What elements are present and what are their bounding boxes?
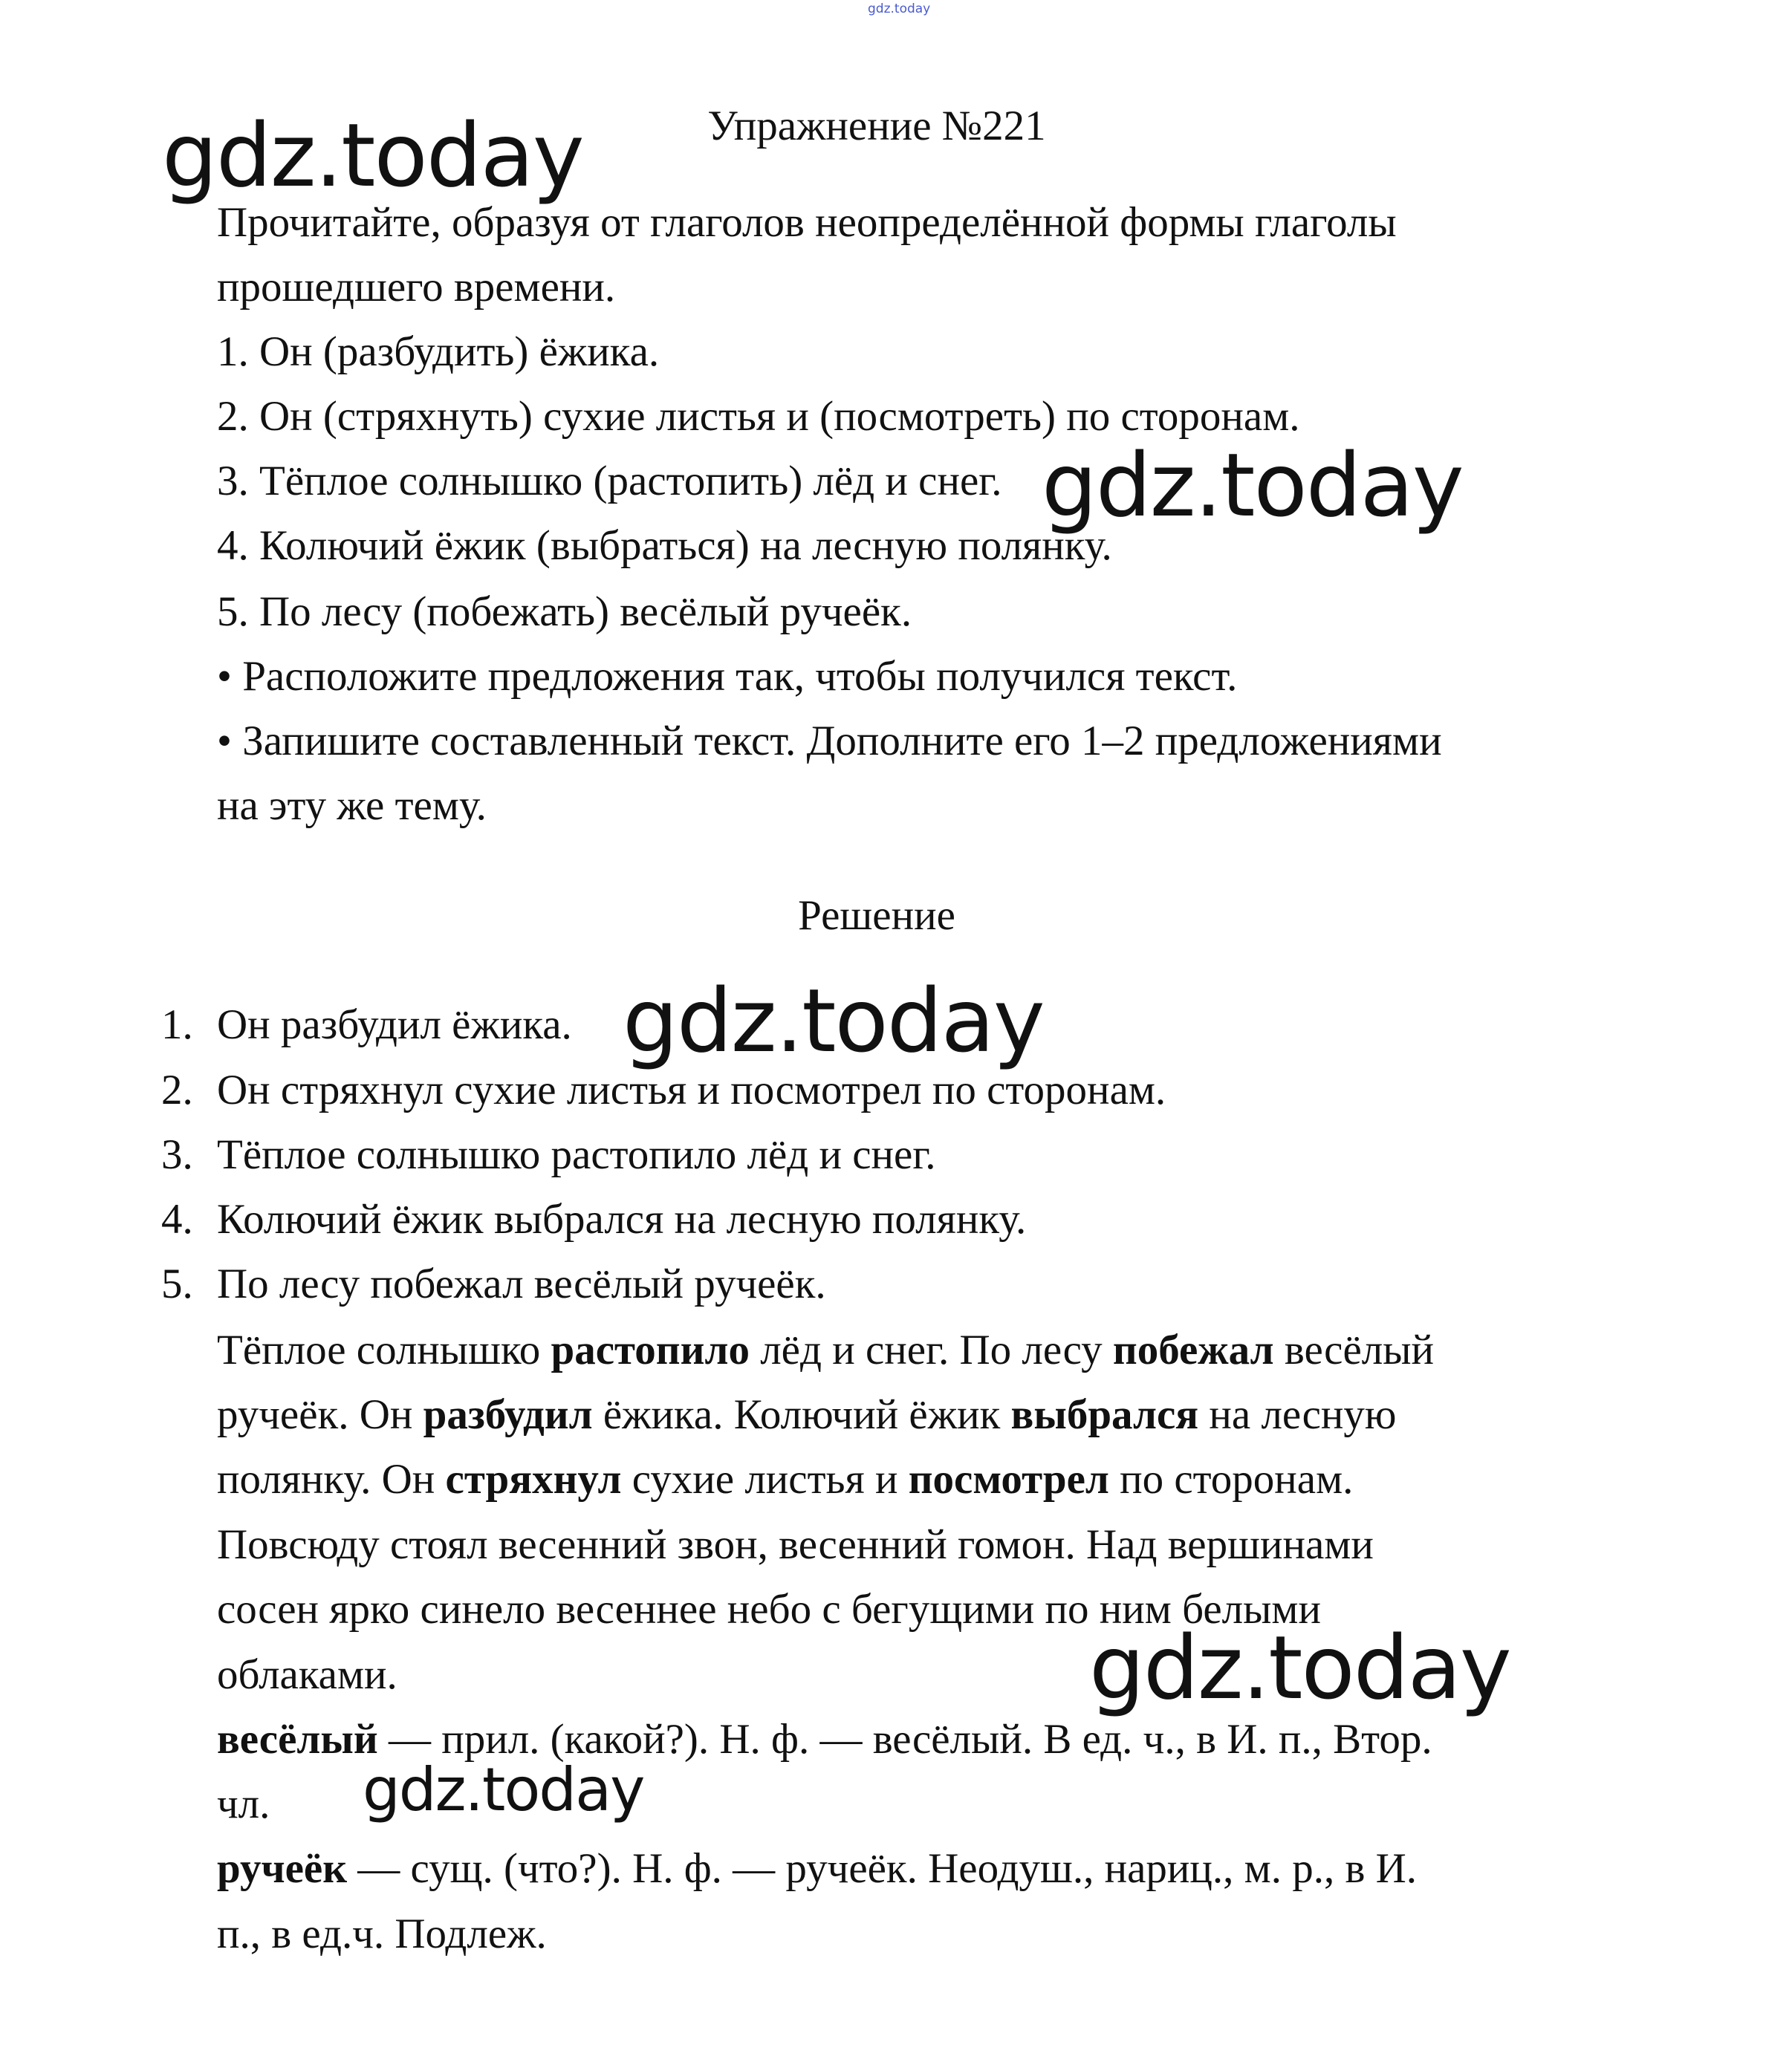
task-line: 5. По лесу (побежать) весёлый ручеёк.: [217, 588, 912, 635]
task-line: • Запишите составленный текст. Дополните его 1–2 предложениями: [217, 718, 1442, 764]
list-number: 1.: [161, 1001, 193, 1048]
analysis-word: весёлый: [217, 1716, 378, 1763]
task-line: 2. Он (стряхнуть) сухие листья и (посмотреть) по сторонам.: [217, 393, 1300, 440]
task-line: прошедшего времени.: [217, 264, 616, 310]
task-line: 4. Колючий ёжик (выбраться) на лесную полянку.: [217, 522, 1112, 569]
list-number: 4.: [161, 1196, 193, 1243]
task-line: Прочитайте, образуя от глаголов неопределённой формы глаголы: [217, 199, 1397, 246]
verb-bold: растопило: [551, 1327, 750, 1373]
task-line: 3. Тёплое солнышко (растопить) лёд и снег.: [217, 458, 1002, 504]
text: — сущ. (что?). Н. ф. — ручеёк. Неодуш., нариц., м. р., в И.: [347, 1845, 1418, 1892]
text: Тёплое солнышко: [217, 1327, 551, 1373]
text: полянку. Он: [217, 1456, 446, 1503]
verb-bold: побежал: [1112, 1327, 1274, 1373]
text: ручеёк. Он: [217, 1391, 423, 1438]
task-line: 1. Он (разбудить) ёжика.: [217, 328, 660, 375]
list-number: 3.: [161, 1131, 193, 1178]
list-number: 5.: [161, 1261, 193, 1307]
analysis-word: ручеёк: [217, 1845, 348, 1892]
verb-bold: выбрался: [1010, 1391, 1199, 1438]
solution-heading: Решение: [798, 892, 955, 939]
watermark: gdz.today: [363, 1755, 644, 1824]
list-item: Он стряхнул сухие листья и посмотрел по сторонам.: [217, 1067, 1166, 1113]
list-item: Тёплое солнышко растопило лёд и снег.: [217, 1131, 936, 1178]
paragraph-line: облаками.: [217, 1651, 397, 1698]
verb-bold: посмотрел: [908, 1456, 1109, 1503]
watermark: gdz.today: [162, 104, 583, 206]
text: лёд и снег. По лесу: [749, 1327, 1113, 1373]
analysis-line: [217, 1836, 1417, 1901]
analysis-line: чл.: [217, 1781, 270, 1827]
paragraph-line: [217, 1382, 1397, 1447]
task-line: на эту же тему.: [217, 782, 487, 829]
analysis-line: п., в ед.ч. Подлеж.: [217, 1910, 547, 1957]
exercise-title: Упражнение №221: [707, 103, 1046, 149]
text: сухие листья и: [621, 1456, 909, 1503]
verb-bold: разбудил: [423, 1391, 593, 1438]
watermark: gdz.today: [1042, 434, 1463, 536]
paragraph-line: Повсюду стоял весенний звон, весенний гомон. Над вершинами: [217, 1521, 1374, 1568]
text: ёжика. Колючий ёжик: [592, 1391, 1011, 1438]
list-item: Колючий ёжик выбрался на лесную полянку.: [217, 1196, 1027, 1243]
text: по сторонам.: [1108, 1456, 1354, 1503]
list-item: Он разбудил ёжика.: [217, 1001, 572, 1048]
text: весёлый: [1273, 1327, 1435, 1373]
watermark: gdz.today: [623, 969, 1044, 1072]
text: на лесную: [1198, 1391, 1397, 1438]
paragraph-line: сосен ярко синело весеннее небо с бегущими по ним белыми: [217, 1586, 1321, 1633]
watermark: gdz.today: [1089, 1616, 1510, 1719]
task-line: • Расположите предложения так, чтобы получился текст.: [217, 653, 1238, 700]
verb-bold: стряхнул: [445, 1456, 622, 1503]
paragraph-line: [217, 1318, 1434, 1382]
watermark-top: gdz.today: [868, 1, 931, 16]
list-number: 2.: [161, 1067, 193, 1113]
paragraph-line: [217, 1447, 1353, 1512]
list-item: По лесу побежал весёлый ручеёк.: [217, 1261, 826, 1307]
text: — прил. (какой?). Н. ф. — весёлый. В ед. ч., в И. п., Втор.: [377, 1716, 1432, 1763]
